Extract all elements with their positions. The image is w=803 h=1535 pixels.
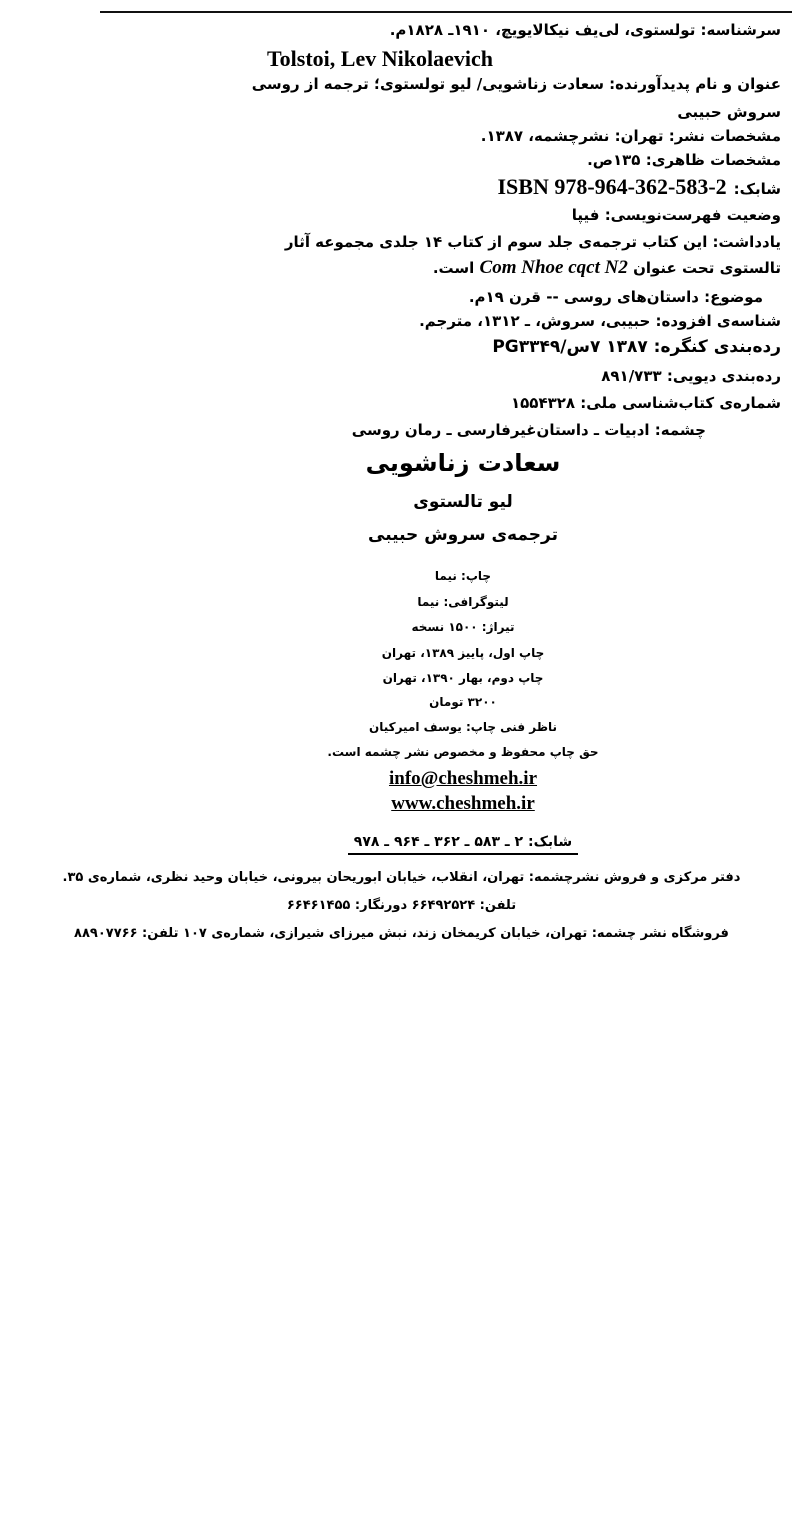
catalog-title-line1: عنوان و نام پدیدآورنده: سعادت زناشویی/ لیو تولستوی؛ ترجمه از روسی <box>251 75 781 93</box>
catalog-isbn-row <box>497 174 781 202</box>
note-latin-title: Com Nhoe cqct N2 <box>479 257 628 278</box>
office-phones: تلفن: ۶۶۴۹۲۵۲۴ دورنگار: ۶۶۴۶۱۴۵۵ <box>286 898 517 913</box>
catalog-status: وضعیت فهرست‌نویسی: فیپا <box>571 206 781 224</box>
isbn-label: شابک: <box>733 180 781 198</box>
colophon-second-edition: چاپ دوم، بهار ۱۳۹۰، تهران <box>382 671 544 685</box>
book-author: لیو تالستوی <box>413 492 513 512</box>
note-post: است. <box>432 259 475 277</box>
catalog-heading-latin: Tolstoi, Lev Nikolaevich <box>267 46 493 71</box>
catalog-national-number: شماره‌ی کتاب‌شناسی ملی: ۱۵۵۴۳۲۸ <box>510 394 781 412</box>
catalog-subject: موضوع: داستان‌های روسی -- قرن ۱۹م. <box>468 288 763 306</box>
email-link[interactable]: info@cheshmeh.ir <box>388 768 538 789</box>
book-title: سعادت زناشویی <box>365 449 561 477</box>
catalog-added-entry: شناسه‌ی افزوده: حبیبی، سروش، ـ ۱۳۱۲، مترجم. <box>419 312 781 330</box>
colophon-supervisor: ناظر فنی چاپ: یوسف امیرکیان <box>368 720 558 734</box>
colophon-printer: چاپ: نیما <box>434 569 492 583</box>
colophon-print-run: تیراژ: ۱۵۰۰ نسخه <box>411 620 515 634</box>
colophon-lithography: لیتوگرافی: نیما <box>417 595 509 609</box>
colophon-copyright: حق چاپ محفوظ و مخصوص نشر چشمه است. <box>327 745 599 759</box>
top-rule <box>100 11 792 13</box>
catalog-keywords: چشمه: ادبیات ـ داستان‌غیرفارسی ـ رمان روسی <box>351 421 706 439</box>
store-address: فروشگاه نشر چشمه: تهران، خیابان کریمخان زند، نبش میرزای شیرازی، شماره‌ی ۱۰۷ تلفن: ۸۸۹۰۷۷۶۶ <box>74 926 729 941</box>
office-address: دفتر مرکزی و فروش نشرچشمه: تهران، انقلاب، خیابان ابوریحان بیرونی، خیابان وحید نظری، شماره‌ی ۳۵. <box>62 870 741 885</box>
catalog-heading: سرشناسه: تولستوی، لی‌یف نیکالایویچ، ۱۹۱۰ـ ۱۸۲۸م. <box>389 21 781 39</box>
catalog-physical: مشخصات ظاهری: ۱۳۵ص. <box>587 151 781 169</box>
catalog-title-line2: سروش حبیبی <box>677 103 781 121</box>
catalog-dewey: رده‌بندی دیویی: ۸۹۱/۷۳۳ <box>601 367 781 385</box>
book-translator: ترجمه‌ی سروش حبیبی <box>368 525 558 545</box>
website-link[interactable]: www.cheshmeh.ir <box>391 793 535 814</box>
note-pre: تالستوی تحت عنوان <box>633 259 781 277</box>
colophon-first-edition: چاپ اول، پاییز ۱۳۸۹، تهران <box>381 646 545 660</box>
catalog-note-line2 <box>433 258 781 278</box>
catalog-note-line1: یادداشت: این کتاب ترجمه‌ی جلد سوم از کتاب ۱۴ جلدی مجموعه آثار <box>284 233 781 251</box>
isbn-value: ISBN 978-964-362-583-2 <box>497 174 727 199</box>
colophon-price: ۳۲۰۰ تومان <box>429 695 497 709</box>
isbn-persian-row <box>0 832 803 852</box>
catalog-publication: مشخصات نشر: تهران: نشرچشمه، ۱۳۸۷. <box>480 127 781 145</box>
isbn-persian: شابک: ۲ ـ ۵۸۳ ـ ۳۶۲ ـ ۹۶۴ ـ ۹۷۸ <box>348 834 578 855</box>
catalog-lc-class: رده‌بندی کنگره: ۱۳۸۷ ۷س/PG۳۳۴۹ <box>492 337 781 357</box>
